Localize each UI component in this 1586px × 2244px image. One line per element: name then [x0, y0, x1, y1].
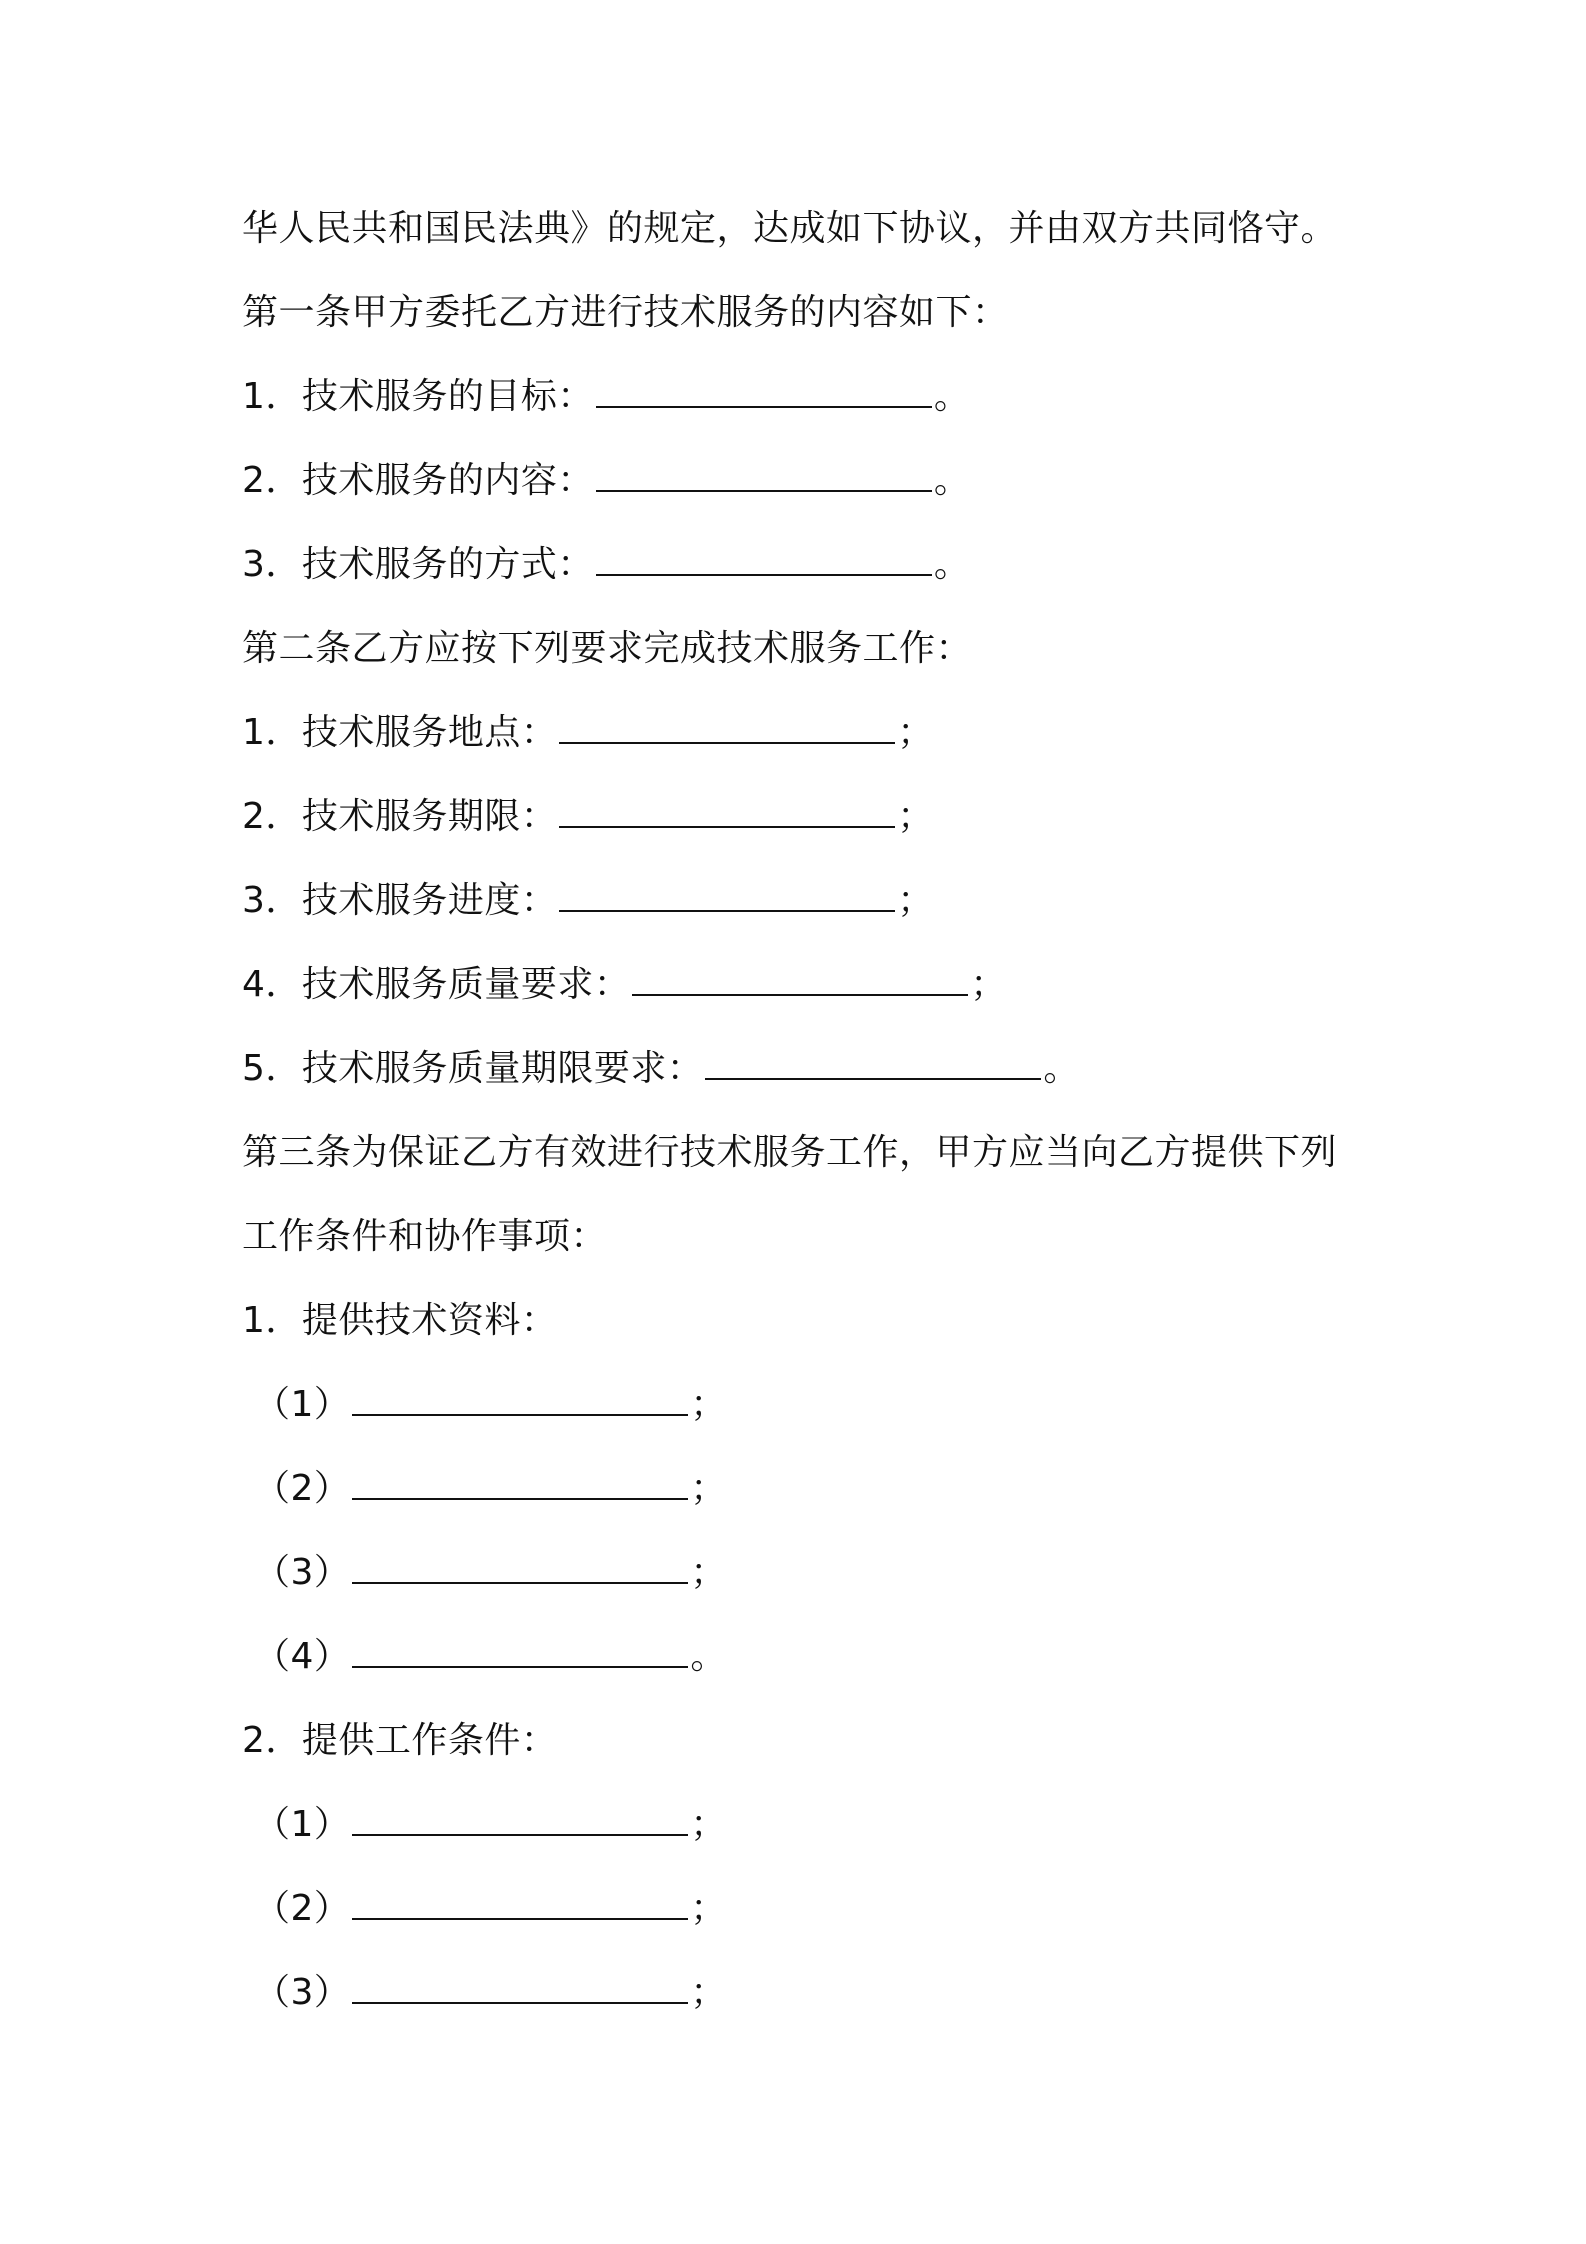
article3-section1-item-4 [254, 1633, 727, 1681]
article1-heading: 第一条甲方委托乙方进行技术服务的内容如下： [242, 292, 1009, 333]
article3-section2-item-3 [254, 1969, 727, 2017]
item-end: ； [690, 1972, 727, 2013]
item-label: 3．技术服务的方式： [242, 544, 594, 585]
intro-line: 华人民共和国民法典》的规定，达成如下协议，并由双方共同恪守。 [242, 208, 1338, 249]
item-label: 5．技术服务质量期限要求： [242, 1048, 704, 1089]
fill-in-blank[interactable] [559, 796, 895, 828]
item-label: 1．技术服务地点： [242, 712, 558, 753]
fill-in-blank[interactable] [559, 880, 895, 912]
item-end: 。 [1043, 1048, 1080, 1089]
article3-heading-line1: 第三条为保证乙方有效进行技术服务工作，甲方应当向乙方提供下列 [242, 1132, 1338, 1173]
fill-in-blank[interactable] [632, 964, 968, 996]
item-end: 。 [933, 460, 971, 501]
fill-in-blank[interactable] [352, 1888, 688, 1920]
item-end: ； [897, 712, 934, 753]
item-end: ； [690, 1888, 727, 1929]
article1-item-1 [242, 373, 970, 421]
item-end: 。 [933, 376, 971, 417]
item-end: 。 [690, 1636, 727, 1677]
article3-section1-item-3 [254, 1549, 727, 1597]
fill-in-blank[interactable] [559, 712, 895, 744]
item-end: ； [970, 964, 1007, 1005]
item-end: ； [897, 880, 934, 921]
fill-in-blank[interactable] [596, 544, 932, 576]
fill-in-blank[interactable] [596, 460, 932, 492]
fill-in-blank[interactable] [352, 1552, 688, 1584]
article3-section1-item-1 [254, 1381, 727, 1429]
item-label: 2．技术服务期限： [242, 796, 558, 837]
item-label: 4．技术服务质量要求： [242, 964, 631, 1005]
article3-section2-item-2 [254, 1885, 727, 1933]
article2-item-2 [242, 793, 934, 841]
item-label: （3） [254, 1552, 351, 1593]
article2-item-1 [242, 709, 934, 757]
article1-item-2 [242, 457, 970, 505]
item-label: 1．技术服务的目标： [242, 376, 594, 417]
article2-item-5 [242, 1045, 1080, 1093]
item-label: （4） [254, 1636, 351, 1677]
item-label: 3．技术服务进度： [242, 880, 558, 921]
article2-heading: 第二条乙方应按下列要求完成技术服务工作： [242, 628, 973, 669]
item-label: （3） [254, 1972, 351, 2013]
fill-in-blank[interactable] [352, 1468, 688, 1500]
article2-item-3 [242, 877, 934, 925]
fill-in-blank[interactable] [596, 376, 932, 408]
article3-section2-label: 2．提供工作条件： [242, 1720, 558, 1761]
item-label: （1） [254, 1804, 351, 1845]
item-end: ； [690, 1804, 727, 1845]
article2-item-4 [242, 961, 1007, 1009]
article3-section2-item-1 [254, 1801, 727, 1849]
fill-in-blank[interactable] [352, 1804, 688, 1836]
item-end: 。 [933, 544, 971, 585]
fill-in-blank[interactable] [705, 1048, 1041, 1080]
fill-in-blank[interactable] [352, 1384, 688, 1416]
item-label: 2．技术服务的内容： [242, 460, 594, 501]
article3-section1-item-2 [254, 1465, 727, 1513]
fill-in-blank[interactable] [352, 1636, 688, 1668]
item-end: ； [690, 1384, 727, 1425]
article3-heading-line2: 工作条件和协作事项： [242, 1216, 608, 1257]
fill-in-blank[interactable] [352, 1972, 688, 2004]
item-end: ； [897, 796, 934, 837]
article1-item-3 [242, 541, 970, 589]
item-label: （2） [254, 1888, 351, 1929]
item-label: （2） [254, 1468, 351, 1509]
item-end: ； [690, 1468, 727, 1509]
article3-section1-label: 1．提供技术资料： [242, 1300, 558, 1341]
item-end: ； [690, 1552, 727, 1593]
item-label: （1） [254, 1384, 351, 1425]
